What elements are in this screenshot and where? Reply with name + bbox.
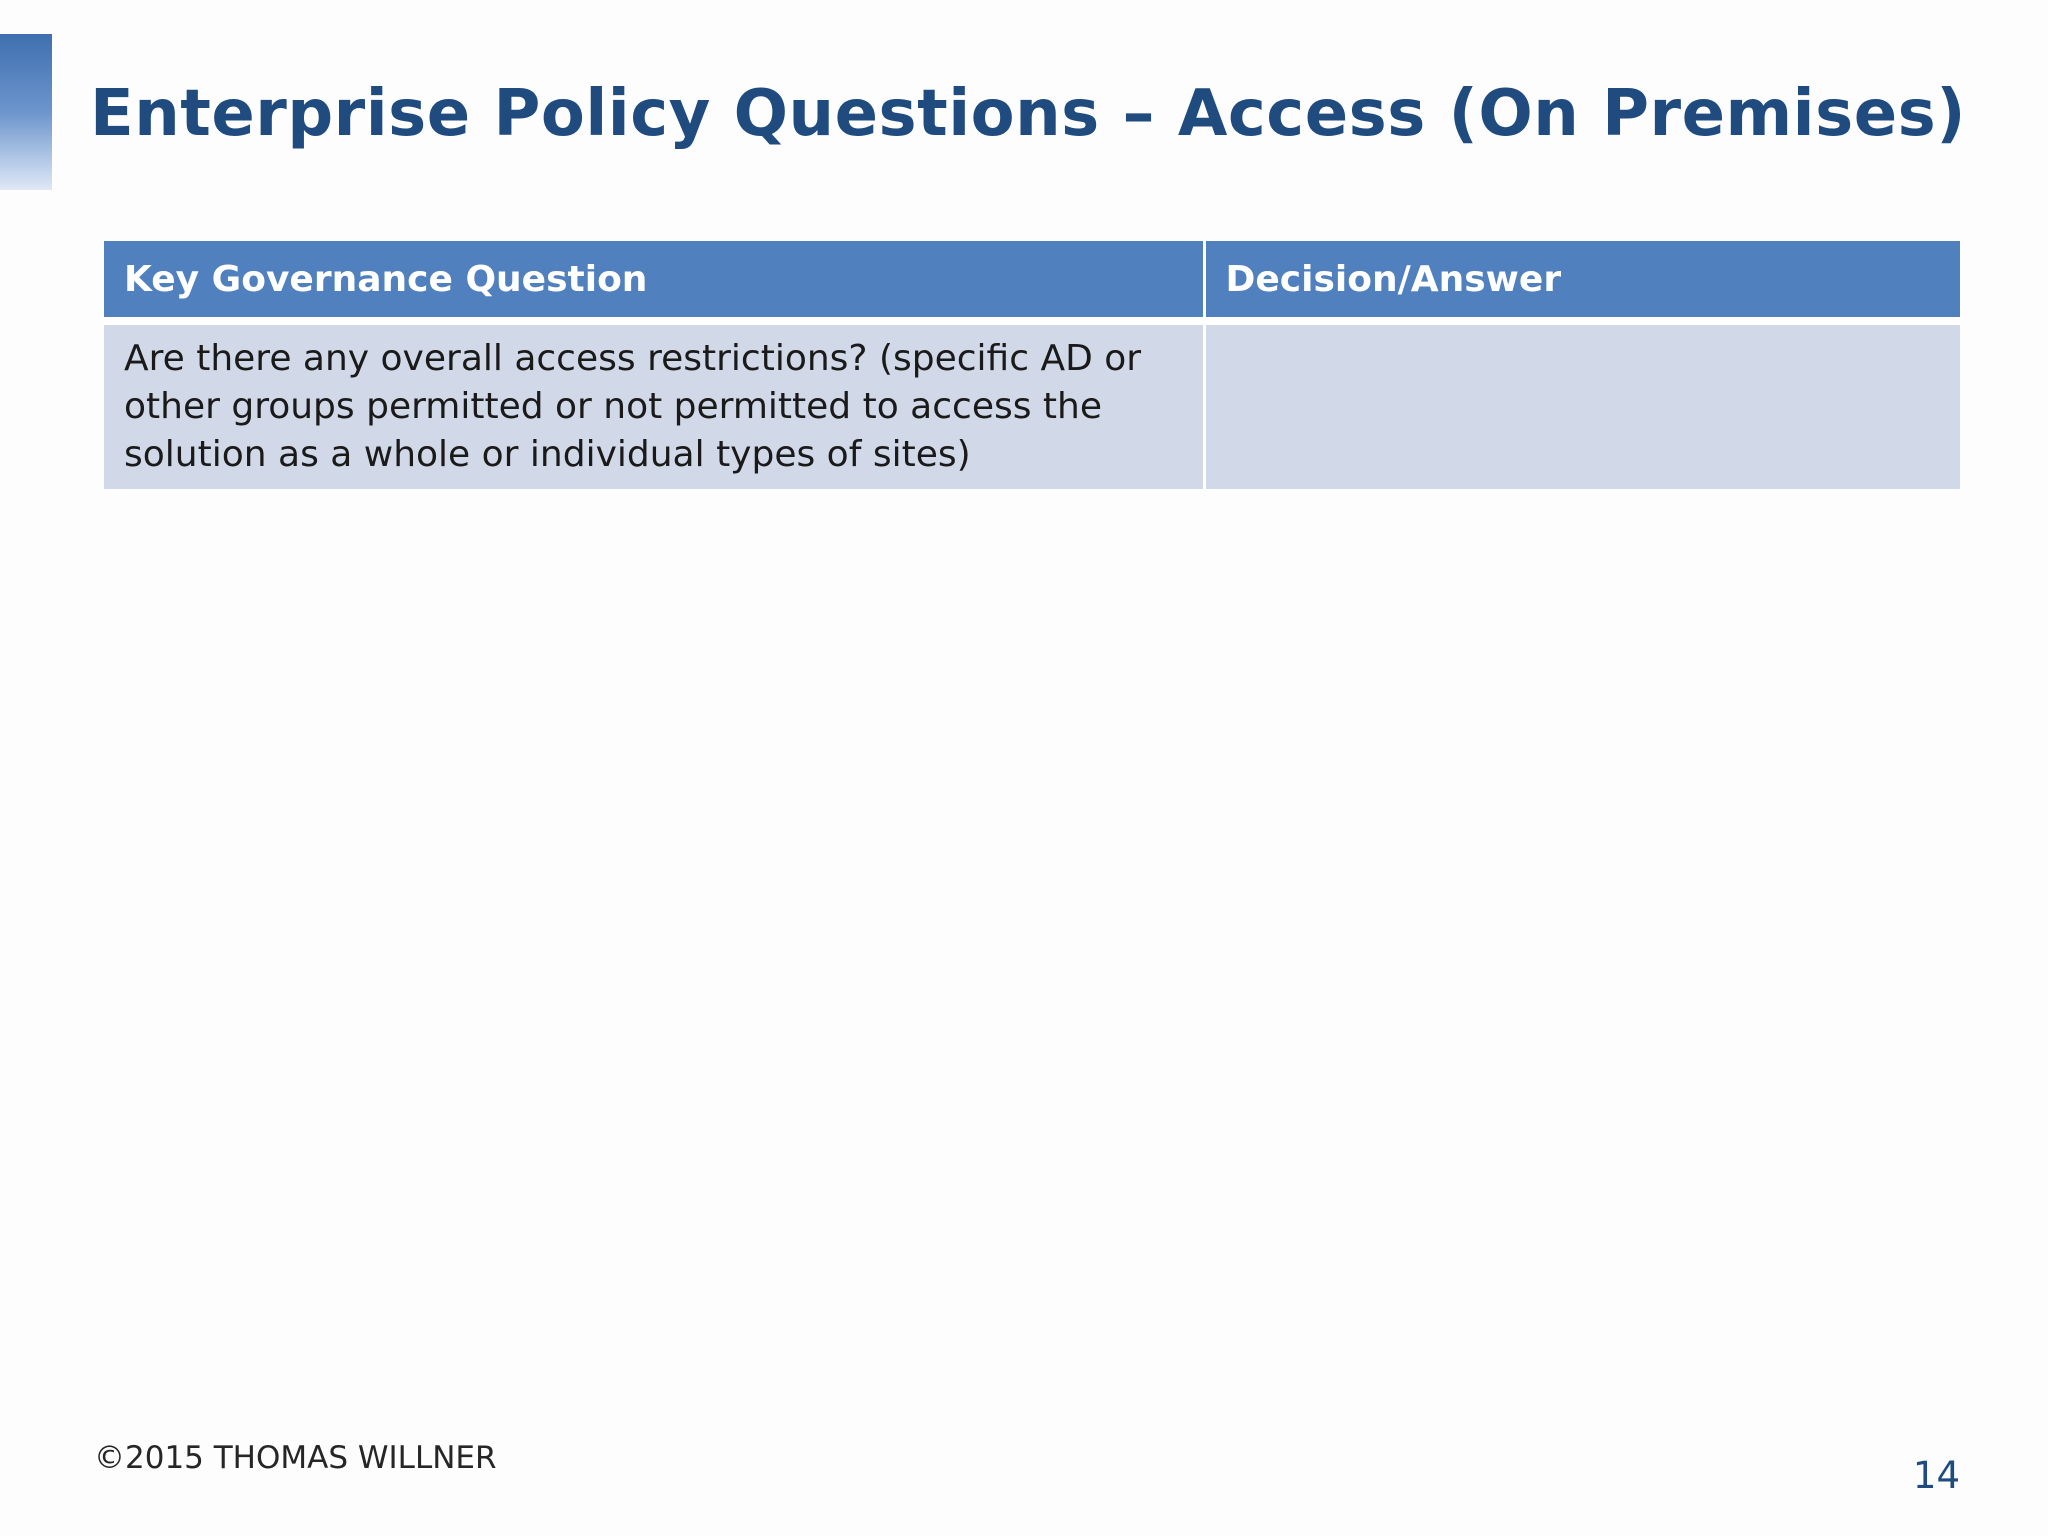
accent-bar — [0, 34, 52, 190]
header-key-governance-question: Key Governance Question — [104, 241, 1204, 321]
governance-table — [104, 241, 1960, 489]
table-header-row — [104, 241, 1960, 321]
table-row — [104, 321, 1960, 489]
copyright-text: ©2015 THOMAS WILLNER — [94, 1440, 497, 1476]
header-decision-answer: Decision/Answer — [1204, 241, 1960, 321]
answer-cell[interactable] — [1204, 321, 1960, 489]
question-cell: Are there any overall access restrictions? (specific AD or other groups permitted or not permitted to access the solution as a whole or individual types of sites) — [104, 321, 1204, 489]
page-number: 14 — [1912, 1454, 1960, 1497]
slide-title: Enterprise Policy Questions – Access (On Premises) — [90, 77, 1966, 151]
